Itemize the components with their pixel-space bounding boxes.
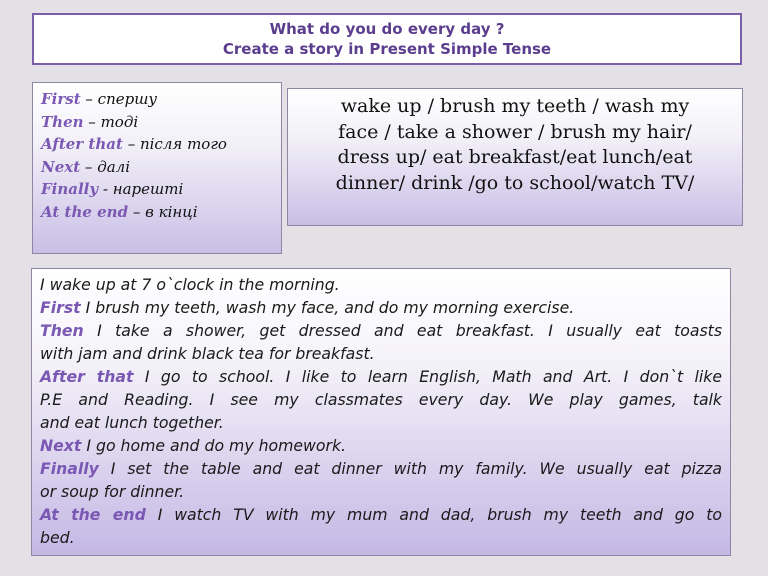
vocab-translation: далі (97, 157, 130, 176)
vocab-translation: після того (139, 135, 227, 154)
story-term: After that (40, 367, 134, 386)
story-term: Next (40, 436, 82, 455)
title-line-2: Create a story in Present Simple Tense (222, 40, 552, 58)
vocab-translation: в кінці (145, 202, 198, 221)
vocab-term: After that (41, 135, 123, 154)
story-finally-cont: or soup for dinner. (40, 482, 185, 501)
story-text: I set the table and eat dinner with my family. We usually eat pizza (98, 459, 722, 478)
vocab-translation: спершу (97, 90, 158, 108)
story-text: I brush my teeth, wash my face, and do my morning exercise. (80, 298, 575, 317)
verbs-line: wake up / brush my teeth / wash my (340, 95, 690, 117)
story-first (40, 296, 722, 319)
vocabulary-box (32, 82, 282, 254)
vocab-row (41, 156, 281, 179)
title-box (32, 13, 742, 65)
story-then (40, 319, 722, 342)
story-next (40, 434, 722, 457)
story-finally (40, 457, 722, 480)
story-after-that-cont: and eat lunch together. (40, 413, 224, 432)
vocab-separator: – (122, 135, 140, 154)
vocab-separator: – (83, 112, 101, 131)
story-after-that (40, 365, 722, 388)
vocab-row (41, 178, 281, 201)
story-box (31, 268, 731, 556)
vocab-translation: тоді (100, 112, 139, 131)
story-after-that-cont: P.E and Reading. I see my classmates every day. We play games, talk (40, 390, 722, 409)
story-at-the-end-cont: bed. (40, 528, 75, 547)
verbs-line: dinner/ drink /go to school/watch TV/ (335, 171, 695, 194)
vocab-separator: – (80, 157, 98, 176)
vocab-term: At the end (41, 202, 129, 221)
story-text: I go to school. I like to learn English, Math and Art. I don`t like (133, 367, 722, 386)
vocab-separator: – (80, 90, 98, 108)
story-term: Finally (40, 459, 99, 478)
vocab-term: First (41, 90, 81, 108)
story-term: Then (40, 321, 84, 340)
story-then-cont: with jam and drink black tea for breakfast. (40, 344, 375, 363)
vocab-row (41, 133, 281, 156)
vocab-term: Next (41, 157, 81, 176)
vocab-term: Finally (41, 180, 99, 199)
vocab-separator: – (128, 202, 146, 221)
verbs-line: dress up/ eat breakfast/eat lunch/eat (337, 146, 693, 168)
vocab-row (41, 201, 281, 224)
verbs-line: face / take a shower / brush my hair/ (338, 120, 692, 143)
story-text: I take a shower, get dressed and eat breakfast. I usually eat toasts (83, 321, 722, 340)
vocab-separator: - (98, 180, 113, 199)
vocab-row (41, 88, 281, 111)
story-intro: I wake up at 7 o`clock in the morning. (40, 275, 340, 294)
vocab-term: Then (41, 112, 84, 131)
story-text: I go home and do my homework. (81, 436, 347, 455)
story-term: First (40, 298, 81, 317)
verbs-box (287, 88, 743, 226)
title-line-1: What do you do every day ? (269, 20, 505, 38)
story-at-the-end (40, 503, 722, 526)
vocab-row (41, 111, 281, 134)
vocab-translation: нарешті (112, 180, 184, 199)
story-text: I watch TV with my mum and dad, brush my teeth and go to (145, 505, 722, 524)
story-term: At the end (40, 505, 146, 524)
